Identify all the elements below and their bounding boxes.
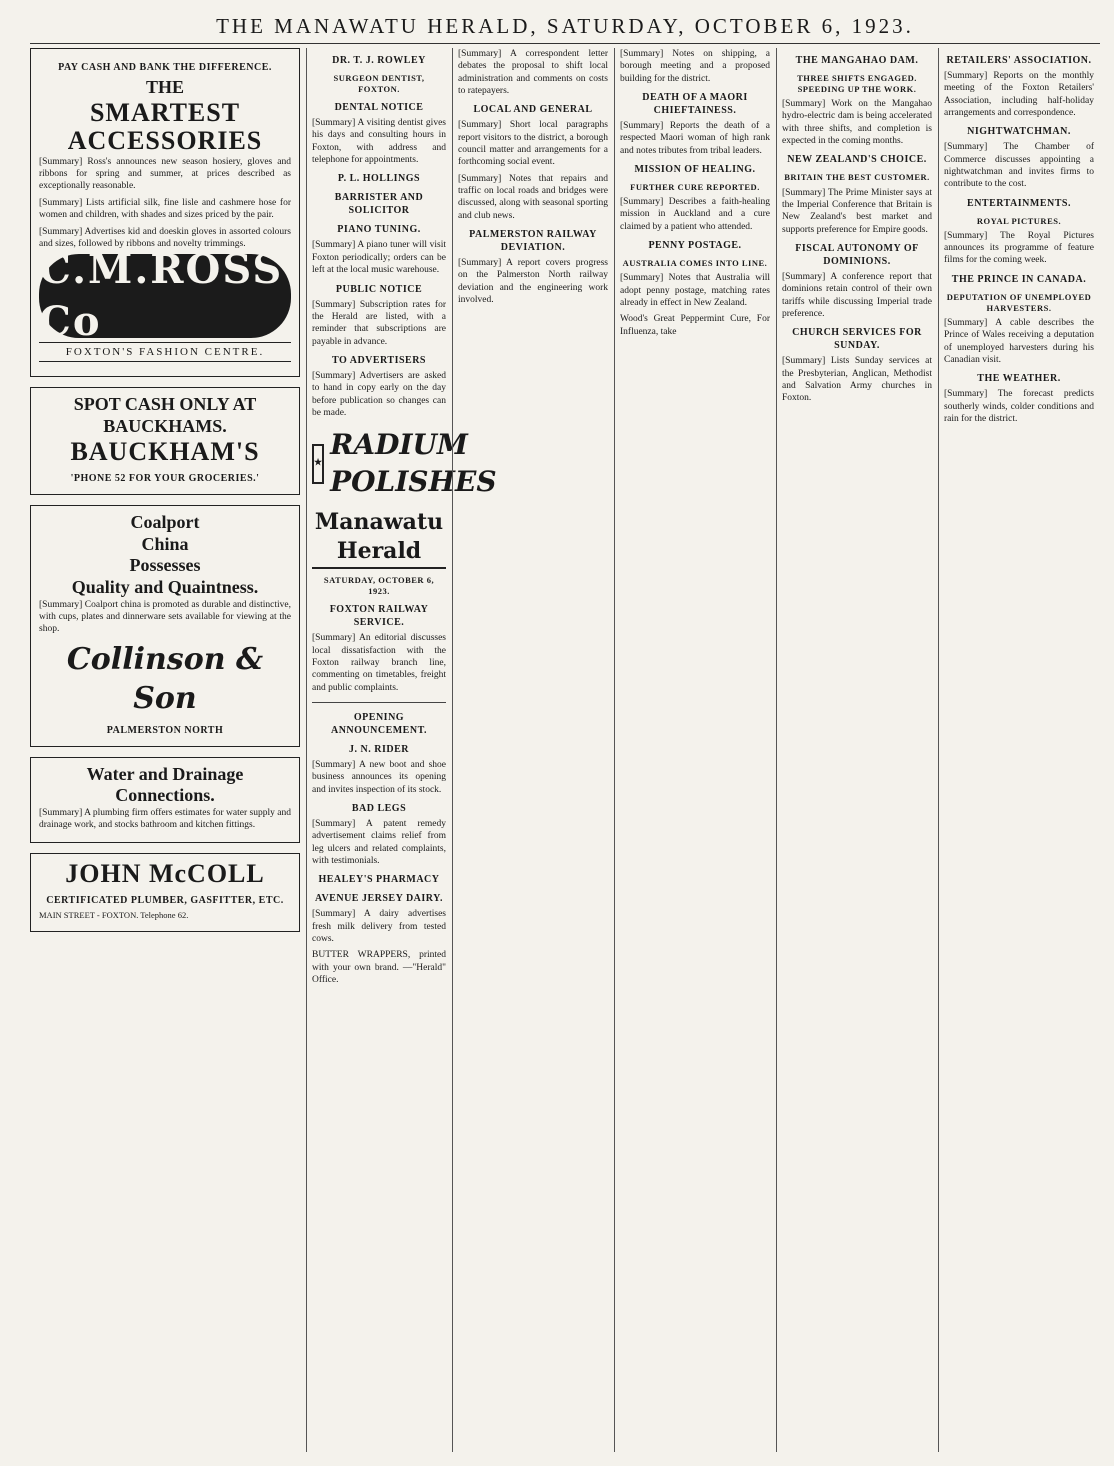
retailers-head: RETAILERS' ASSOCIATION. [946,55,1092,66]
nz-body: [Summary] The Prime Minister says at the Imperial Conference that Britain is New Zealand's best market and supports preference for Empire goods. [782,187,932,235]
rider-name: J. N. RIDER [349,744,409,756]
jersey-head: AVENUE JERSEY DAIRY. [315,893,443,905]
church-head: CHURCH SERVICES FOR SUNDAY. [792,327,922,352]
healey: HEALEY'S PHARMACY [318,874,440,886]
coalport-body: [Summary] Coalport china is promoted as durable and distinctive, with cups, plates and dinnerware sets available for viewing at the shop. [39,599,291,635]
rail-head: FOXTON RAILWAY SERVICE. [329,604,429,629]
barrister: BARRISTER AND SOLICITOR [334,192,424,217]
deviation-head: PALMERSTON RAILWAY DEVIATION. [469,229,597,254]
mccoll-ad [30,853,300,933]
dam-sub: THREE SHIFTS ENGAGED. SPEEDING UP THE WORK. [797,73,917,95]
column-ross-ads [30,48,300,1452]
ross-banner: C.M.ROSS Co [39,254,291,338]
fiscal-head: FISCAL AUTONOMY OF DOMINIONS. [795,242,919,267]
mccoll-tag: CERTIFICATED PLUMBER, GASFITTER, ETC. [46,895,284,907]
ad-para: [Summary] Advertises kid and doeskin gloves in assorted colours and sizes, followed by ribbons and novelty trimmings. [39,226,291,249]
dam-body: [Summary] Work on the Mangahao hydro-electric dam is being accelerated with three shifts, and completion is expected in the coming months. [782,99,932,147]
ross-ad [30,48,300,377]
coalport-ad [30,505,300,746]
collinson-town: PALMERSTON NORTH [106,724,224,736]
column-rule [938,48,939,1452]
ent-body: [Summary] The Royal Pictures announces its programme of feature films for the coming week. [944,230,1094,266]
mission-sub: FURTHER CURE REPORTED. [630,182,760,193]
water-ad [30,757,300,843]
coalport-3: Possesses [129,555,201,576]
mccoll-addr: MAIN STREET - FOXTON. Telephone 62. [39,910,189,921]
rail-body: [Summary] An editorial discusses local dissatisfaction with the Foxton railway branch line, commenting on timetables, freight and public complaints. [312,633,446,693]
ent-head: ENTERTAINMENTS. [967,197,1071,209]
nz-sub: BRITAIN THE BEST CUSTOMER. [784,172,930,183]
penny-sub: AUSTRALIA COMES INTO LINE. [622,258,768,269]
badlegs-head: BAD LEGS [351,803,407,815]
coalport-qq: Quality and Quaintness. [71,577,259,598]
opening-head: OPENING ANNOUNCEMENT. [330,712,428,737]
footer: Wood's Great Peppermint Cure, For Influenza, take [620,314,770,337]
radium-logo: ★ RADIUM POLISHES [314,428,497,498]
ad-para: [Summary] Ross's announces new season hosiery, gloves and ribbons for spring and summer, at prices described as exceptionally reasonable. [39,156,291,192]
local-body: [Summary] Short local paragraphs report visitors to the district, a borough council matter and arrangements for a forthcoming social event. [458,120,608,168]
hollings-name: P. L. HOLLINGS [337,173,421,185]
retailers-body: [Summary] Reports on the monthly meeting of the Foxton Retailers' Association, including half-holiday arrangements and correspondence. [944,71,1094,119]
issue-date: SATURDAY, OCTOBER 6, 1923. [323,575,435,597]
nz-head: NEW ZEALAND'S CHOICE. [787,154,927,166]
nameplate: Manawatu Herald [312,508,446,569]
bauckham-phone: 'PHONE 52 FOR YOUR GROCERIES.' [70,473,260,485]
column-cables [782,48,932,1452]
coalport-1: Coalport [130,512,200,533]
local-body: [Summary] Notes that repairs and traffic on local roads and bridges were discussed, along with seasonal sporting and club news. [458,173,608,221]
nightwatch-head: NIGHTWATCHMAN. [967,126,1071,138]
penny-head: PENNY POSTAGE. [648,240,742,252]
body: [Summary] A correspondent letter debates the proposal to shift local administration and comments on costs to ratepayers. [458,49,608,97]
column-rule [452,48,453,1452]
prince-sub: DEPUTATION OF UNEMPLOYED HARVESTERS. [946,291,1092,313]
dentist-sub: SURGEON DENTIST, FOXTON. [333,73,425,95]
body: [Summary] Notes on shipping, a borough meeting and a proposed building for the district. [620,49,770,84]
ad-para: [Summary] Lists artificial silk, fine lisle and cashmere hose for women and children, with shades and sizes priced by the pair. [39,197,291,221]
column-rule [776,48,777,1452]
piano-body: [Summary] A piano tuner will visit Foxton periodically; orders can be left at the local music warehouse. [312,240,446,276]
masthead: THE MANAWATU HERALD, SATURDAY, OCTOBER 6, 1923. [30,8,1100,44]
ad-top: PAY CASH AND BANK THE DIFFERENCE. [58,62,272,73]
rider-body: [Summary] A new boot and shoe business announces its opening and invites inspection of its stock. [312,760,446,795]
penny-body: [Summary] Notes that Australia will adopt penny postage, matching rates already in effect in New Zealand. [620,273,770,308]
shine-badge-icon: ★ [312,444,324,484]
ross-slogan: FOXTON'S FASHION CENTRE. [39,342,291,362]
badlegs-body: [Summary] A patent remedy advertisement claims relief from leg ulcers and related complaints, with testimonials. [312,819,446,867]
ad-title: SMARTEST ACCESSORIES [67,97,263,156]
dental-body: [Summary] A visiting dentist gives his days and consulting hours in Foxton, with address and telephone for appointments. [312,118,446,166]
water-body: [Summary] A plumbing firm offers estimates for water supply and drainage work, and stocks bathroom and kitchen fittings. [39,807,291,831]
bauckham-spot: SPOT CASH ONLY AT BAUCKHAMS. [73,394,257,437]
nightwatch-body: [Summary] The Chamber of Commerce discusses appointing a nightwatchman and invites firms to contribute to the cost. [944,142,1094,190]
advertisers-head: TO ADVERTISERS [332,354,426,366]
deviation-body: [Summary] A report covers progress on the Palmerston North railway deviation and the engineering work involved. [458,258,608,306]
column-news [620,48,770,1452]
mission-head: MISSION OF HEALING. [634,164,756,176]
dam-head: THE MANGAHAO DAM. [795,55,919,66]
column-retail [944,48,1094,1452]
prince-head: THE PRINCE IN CANADA. [951,273,1087,285]
column-local [458,48,608,1452]
ad-the: THE [145,77,184,97]
death-body: [Summary] Reports the death of a respected Maori woman of high rank and notes tributes from tribal leaders. [620,121,770,156]
public-notice-body: [Summary] Subscription rates for the Herald are listed, with a reminder that subscriptions are payable in advance. [312,299,446,347]
dental-head: DENTAL NOTICE [334,102,424,114]
public-notice: PUBLIC NOTICE [335,283,423,295]
prince-body: [Summary] A cable describes the Prince of Wales receiving a deputation of unemployed harvesters during his Canadian visit. [944,317,1094,365]
ent-sub: ROYAL PICTURES. [976,215,1062,226]
column-rule [614,48,615,1452]
weather-body: [Summary] The forecast predicts southerly winds, colder conditions and rain for the district. [944,389,1094,424]
coalport-2: China [141,533,189,554]
local-head: LOCAL AND GENERAL [473,104,593,116]
butter: BUTTER WRAPPERS, printed with your own brand. —"Herald" Office. [312,950,446,986]
mission-body: [Summary] Describes a faith-healing mission in Auckland and a cure claimed by a patient who attended. [620,197,770,232]
advertisers-body: [Summary] Advertisers are asked to hand in copy early on the day before publication so changes can be made. [312,370,446,418]
piano-head: PIANO TUNING. [337,224,421,236]
dentist-name: DR. T. J. ROWLEY [332,55,426,66]
jersey-body: [Summary] A dairy advertises fresh milk delivery from tested cows. [312,909,446,945]
water-title: Water and Drainage Connections. [86,763,244,806]
church-body: [Summary] Lists Sunday services at the Presbyterian, Anglican, Methodist and Salvation Army churches in Foxton. [782,356,932,404]
death-head: DEATH OF A MAORI CHIEFTAINESS. [642,92,748,117]
fiscal-body: [Summary] A conference report that dominions retain control of their own tariffs while discussing Imperial trade preference. [782,271,932,319]
column-rule [306,48,307,1452]
collinson-logo: Collinson & Son [66,641,264,716]
mccoll-name: JOHN McCOLL [65,858,265,888]
bauckham-ad [30,387,300,495]
weather-head: THE WEATHER. [977,373,1061,385]
column-notices [312,48,497,1452]
bauckham-name: BAUCKHAM'S [70,436,260,466]
